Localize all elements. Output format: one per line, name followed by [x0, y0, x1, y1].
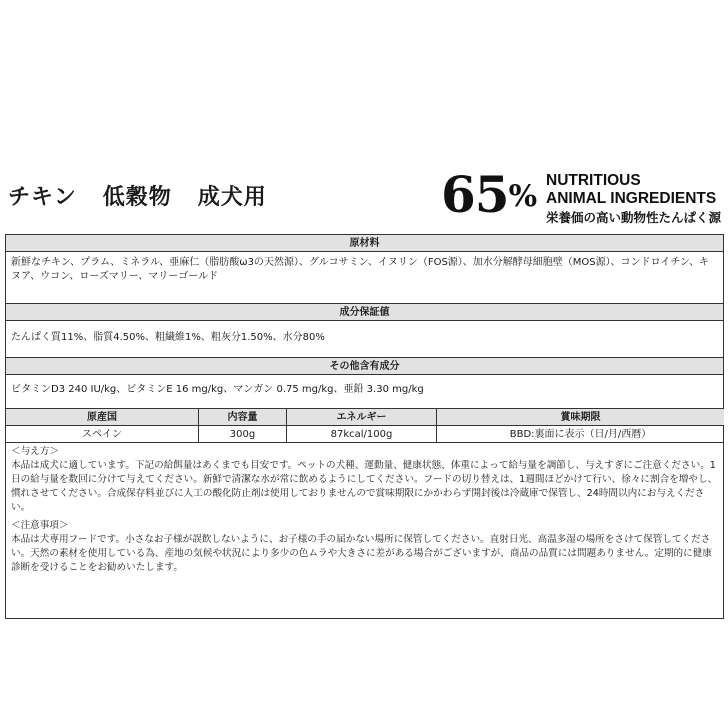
- analysis-header: 成分保証値: [6, 304, 723, 321]
- origin-value: スペイン: [6, 426, 199, 443]
- feeding-heading: ＜与え方＞: [11, 446, 59, 457]
- title-lifestage: 成犬用: [197, 185, 267, 210]
- percent-badge: [441, 166, 536, 224]
- product-spec-table: [6, 409, 723, 443]
- bbd-value: BBD:裏面に表示（日/月/西暦）: [437, 426, 724, 443]
- claim-line-1: NUTRITIOUS: [546, 172, 641, 189]
- origin-header: 原産国: [6, 409, 199, 426]
- analysis-text: たんぱく質11%、脂質4.50%、粗繊維1%、粗灰分1.50%、水分80%: [6, 321, 723, 358]
- content-value: 300g: [199, 426, 287, 443]
- energy-header: エネルギー: [287, 409, 437, 426]
- content-header: 内容量: [199, 409, 287, 426]
- percent-sign: %: [508, 179, 537, 214]
- title-grain: 低穀物: [102, 185, 172, 210]
- percent-value: 65: [441, 165, 509, 224]
- notes-section: [6, 443, 723, 619]
- product-title: [8, 180, 293, 211]
- ingredients-text: 新鮮なチキン、プラム、ミネラル、亜麻仁（脂肪酸ω3の天然源）、グルコサミン、イヌリン（FOS源）、加水分解酵母細胞壁（MOS源）、コンドロイチン、キヌア、ウコン、ローズマリー、マリーゴールド: [6, 252, 723, 304]
- claim-line-jp: 栄養価の高い動物性たんぱく源: [546, 210, 722, 225]
- other-text: ビタミンD3 240 IU/kg、ビタミンE 16 mg/kg、マンガン 0.75 mg/kg、亜鉛 3.30 mg/kg: [6, 375, 723, 409]
- title-flavor: チキン: [8, 185, 77, 210]
- other-header: その他含有成分: [6, 358, 723, 375]
- bbd-header: 賞味期限: [437, 409, 724, 426]
- claim-line-2: ANIMAL INGREDIENTS: [546, 190, 717, 207]
- caution-text: 本品は犬専用フードです。小さなお子様が誤飲しないように、お子様の手の届かない場所に保管してください。直射日光、高温多湿の場所をさけて保管してください。天然の素材を使用している為、産地の気候や状況により多少の色ムラや大きさに差がある場合がございますが、商品の品質には問題ありません。定期的に健康診断を受けることをお勧めいたします。: [11, 534, 712, 573]
- energy-value: 87kcal/100g: [287, 426, 437, 443]
- nutrition-claim: [546, 172, 721, 228]
- ingredients-header: 原材料: [6, 235, 723, 252]
- caution-heading: ＜注意事項＞: [11, 520, 69, 531]
- product-info-panel: [5, 234, 724, 619]
- feeding-text: 本品は成犬に適しています。下記の給餌量はあくまでも目安です。ペットの犬種、運動量、健康状態、体重によって給与量を調節し、与えすぎにご注意ください。1日の給与量を数回に分けて与えてください。新鮮で清潔な水が常に飲めるようにしてください。フードの切り替えは、1週間ほどかけて行い、徐々に割合を増やし、慣れさせてください。合成保存料並びに人工の酸化防止剤は使用しておりませんので賞味期限にかかわらず開封後は冷蔵庫で保管し、24時間以内にお与えください。: [11, 460, 718, 513]
